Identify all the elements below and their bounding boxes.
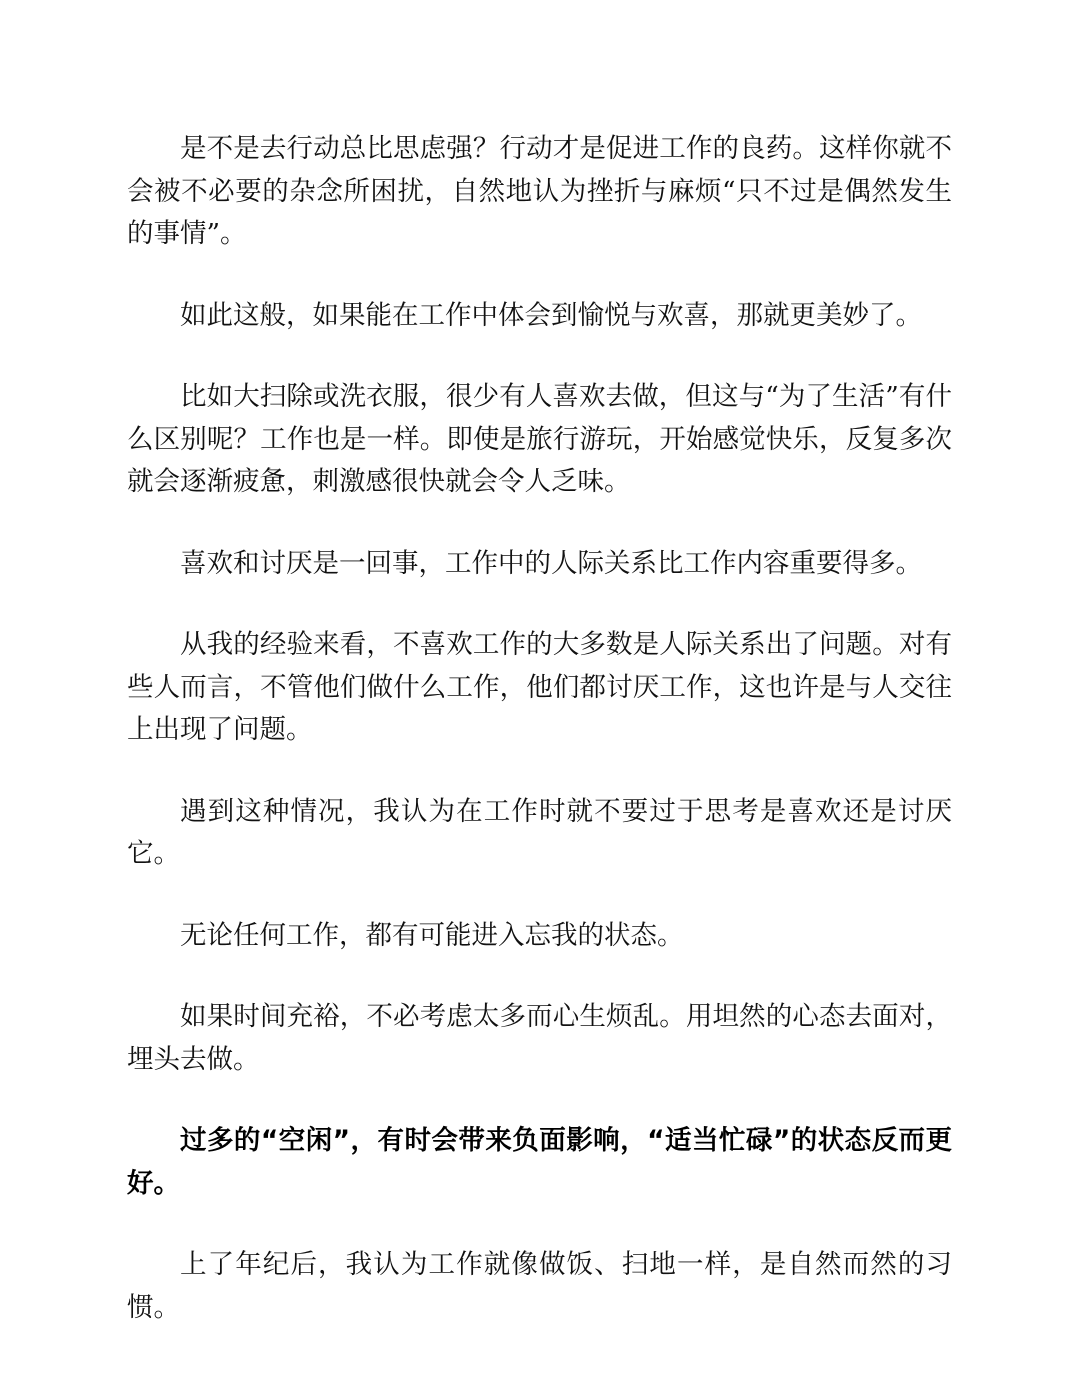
paragraph: 是不是去行动总比思虑强？行动才是促进工作的良药。这样你就不会被不必要的杂念所困扰，自然地认为挫折与麻烦“只不过是偶然发生的事情”。 [127,133,952,249]
paragraph: 从我的经验来看，不喜欢工作的大多数是人际关系出了问题。对有些人而言，不管他们做什么工作，他们都讨厌工作，这也许是与人交往上出现了问题。 [127,629,952,745]
paragraph: 遇到这种情况，我认为在工作时就不要过于思考是喜欢还是讨厌它。 [127,795,952,869]
paragraph: 如此这般，如果能在工作中体会到愉悦与欢喜，那就更美妙了。 [180,299,922,331]
paragraph: 喜欢和讨厌是一回事，工作中的人际关系比工作内容重要得多。 [180,547,922,579]
paragraph: 上了年纪后，我认为工作就像做饭、扫地一样，是自然而然的习惯。 [127,1249,952,1323]
paragraph: 如果时间充裕，不必考虑太多而心生烦乱。用坦然的心态去面对，埋头去做。 [127,1001,952,1075]
paragraph: 无论任何工作，都有可能进入忘我的状态。 [180,919,684,951]
paragraph: 比如大扫除或洗衣服，很少有人喜欢去做，但这与“为了生活”有什么区别呢？工作也是一样。即使是旅行游玩，开始感觉快乐，反复多次就会逐渐疲惫，刺激感很快就会令人乏味。 [127,381,952,497]
highlighted-paragraph: 过多的“空闲”，有时会带来负面影响，“适当忙碌”的状态反而更好。 [127,1125,952,1199]
article-body [127,128,952,1368]
